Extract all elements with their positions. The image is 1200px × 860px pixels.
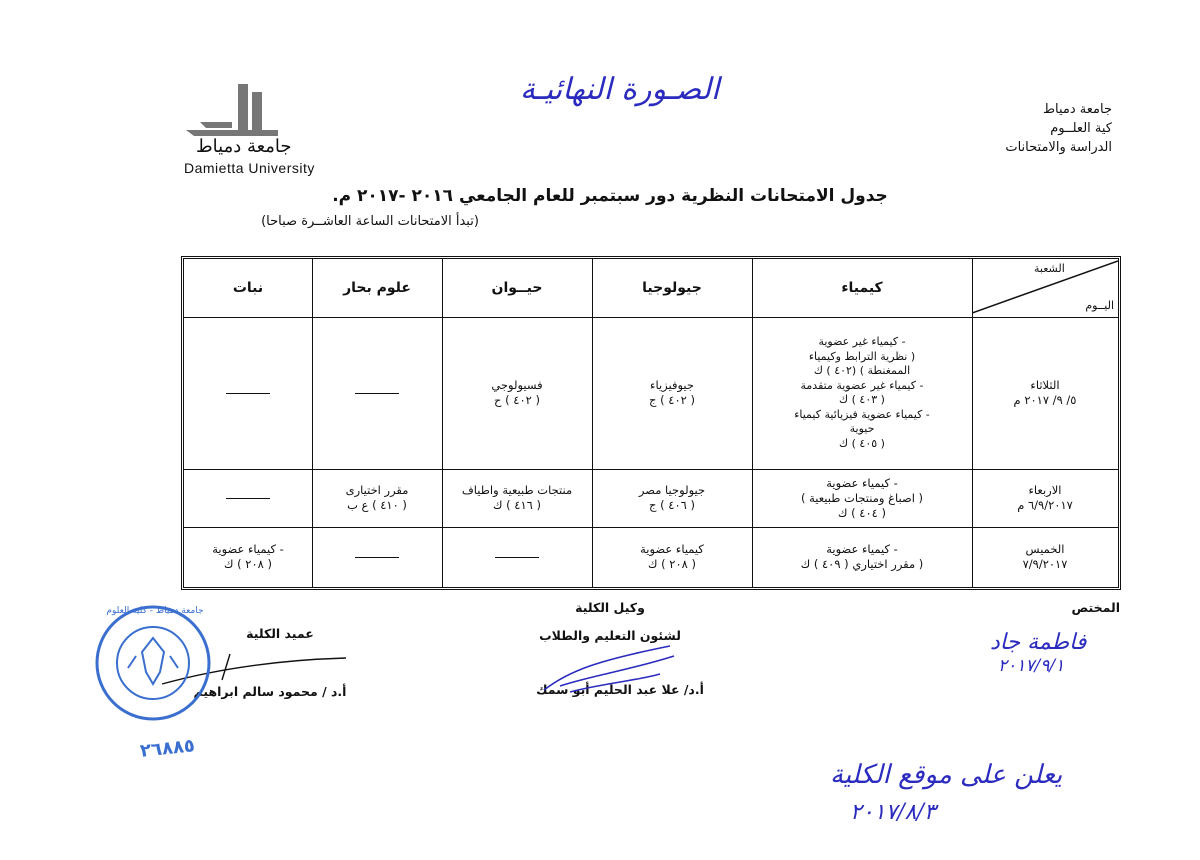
table-cell-empty <box>312 317 442 469</box>
page-subtitle: (تبدأ الامتحانات الساعة العاشــرة صباحا) <box>261 214 479 229</box>
table-cell: كيمياء عضوية ( ٢٠٨ ) ك <box>640 542 704 571</box>
handwritten-final-note: الصـورة النهائيـة <box>520 72 720 107</box>
specialist-signature-date: ٢٠١٧/٩/١ <box>998 656 1065 676</box>
vice-dean-subtitle: لشئون التعليم والطلاب <box>539 628 681 643</box>
day-name: الخميس <box>1025 542 1065 556</box>
stamp-text: جامعة دمياط - كلية العلوم <box>106 606 204 616</box>
column-header-chemistry: كيمياء <box>841 279 883 296</box>
publish-date: ٢٠١٧/٨/٣ <box>850 800 936 825</box>
corner-section-label: الشعبة <box>1034 262 1065 275</box>
corner-day-label: اليــوم <box>1085 299 1114 312</box>
table-cell: جيوفيزياء ( ٤٠٢ ) ج <box>649 378 695 407</box>
table-row-day <box>972 527 1118 587</box>
empty-dash <box>355 557 399 558</box>
table-cell: فسيولوجي ( ٤٠٢ ) ح <box>491 378 543 407</box>
table-cell-empty <box>184 317 312 469</box>
office-name: الدراسة والامتحانات <box>1005 140 1112 155</box>
empty-dash <box>495 557 539 558</box>
dean-name: أ.د / محمود سالم ابراهيم <box>193 684 347 699</box>
dean-title: عميد الكلية <box>246 626 314 641</box>
logo-english-text: Damietta University <box>184 160 315 176</box>
empty-dash <box>226 393 270 394</box>
day-date: ٥/ ٩/ ٢٠١٧ م <box>1013 393 1077 407</box>
specialist-label: المختص <box>1071 600 1120 615</box>
column-header-botany: نبات <box>232 279 264 296</box>
specialist-signature: فاطمة جاد <box>990 630 1087 655</box>
day-date: ٦/٩/٢٠١٧ م <box>1017 498 1073 512</box>
table-cell: - كيمياء عضوية ( اصباغ ومنتجات طبيعية ) ( ٤٠٤ ) ك <box>800 475 924 520</box>
day-date: ٧/٩/٢٠١٧ <box>1022 557 1068 571</box>
table-row-day <box>972 469 1118 527</box>
exam-schedule-table <box>181 256 1121 590</box>
table-cell: مقرر اختيارى ( ٤١٠ ) ع ب <box>345 483 409 512</box>
column-header-marine-science: علوم بحار <box>343 279 411 296</box>
table-cell-empty <box>312 527 442 587</box>
day-name: الثلاثاء <box>1030 378 1060 392</box>
table-row-day <box>972 317 1118 469</box>
table-cell: - كيمياء غير عضوية ( نظرية الترابط وكيمياء الممغنطة ) (٤٠٢ ) ك - كيمياء غير عضوية متقدمة ( ٤٠٣ ) ك - كيمياء عضوية فيزيائية كيمياء حيوية ( ٤٠٥ ) ك <box>794 335 930 450</box>
university-header <box>1005 100 1112 157</box>
empty-dash <box>355 393 399 394</box>
table-cell: جيولوجيا مصر ( ٤٠٦ ) ج <box>638 483 706 512</box>
faculty-name: كية العلــوم <box>1050 121 1112 136</box>
university-name: جامعة دمياط <box>1043 102 1112 117</box>
column-header-zoology: حيــوان <box>491 279 543 296</box>
table-cell-empty <box>442 527 592 587</box>
table-cell: منتجات طبيعية واطياف ( ٤١٦ ) ك <box>461 483 573 512</box>
table-cell-empty <box>184 469 312 527</box>
vice-dean-title: وكيل الكلية <box>575 600 645 615</box>
logo-arabic-text: جامعة دمياط <box>196 136 292 157</box>
faculty-stamp <box>92 602 214 724</box>
stamp-number: ٢٦٨٨٥ <box>139 735 196 762</box>
table-cell: - كيمياء عضوية ( مقرر اختياري ( ٤٠٩ ) ك <box>800 542 924 571</box>
publish-note: يعلن على موقع الكلية <box>830 760 1063 790</box>
page-title: جدول الامتحانات النظرية دور سبتمبر للعام الجامعي ٢٠١٦ -٢٠١٧ م. <box>332 186 888 206</box>
column-header-geology: جيولوجيا <box>642 279 702 296</box>
day-name: الاربعاء <box>1028 483 1062 497</box>
vice-dean-signature <box>540 640 680 700</box>
table-cell: - كيمياء عضوية ( ٢٠٨ ) ك <box>212 542 284 571</box>
vice-dean-name: أ.د/ علا عبد الحليم أبو سمك <box>536 682 704 697</box>
empty-dash <box>226 498 270 499</box>
